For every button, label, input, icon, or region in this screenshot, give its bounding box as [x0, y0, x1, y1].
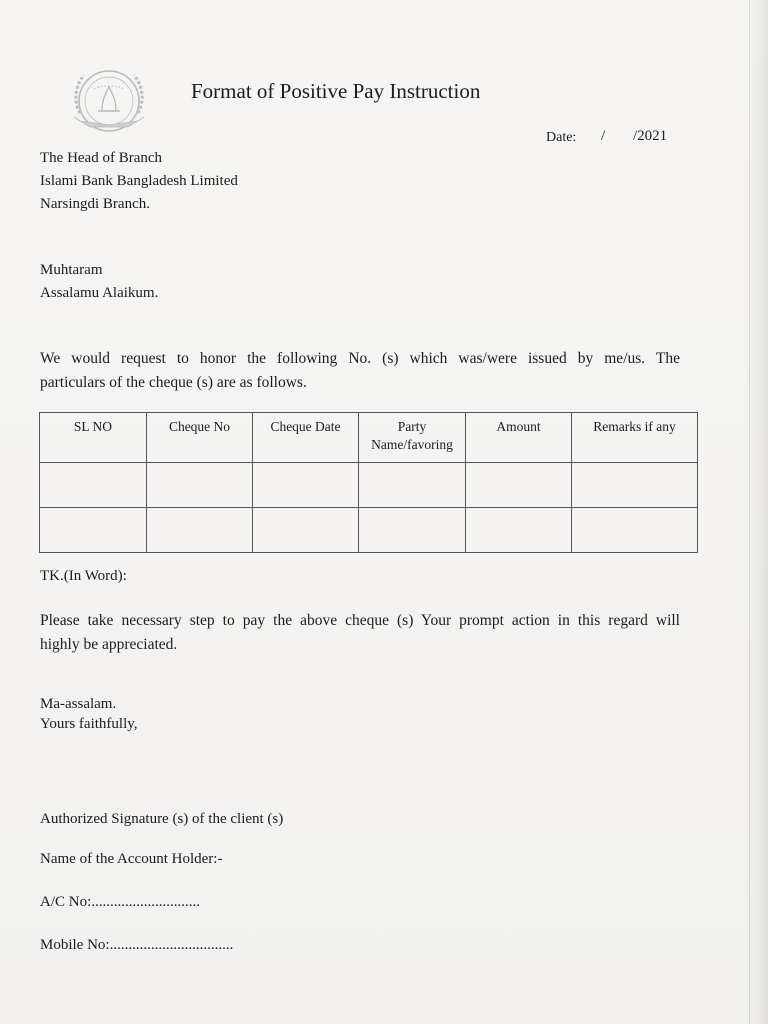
table-row: [40, 463, 698, 508]
salutation-line-2: Assalamu Alaikum.: [40, 285, 159, 301]
salutation-line-1: Muhtaram: [40, 262, 103, 278]
table-cell: [359, 508, 466, 553]
mobile-no-label: Mobile No:.................................: [40, 937, 234, 953]
header-sl-no: SL NO: [40, 413, 147, 463]
paper-edge-line: [749, 0, 750, 1024]
table-cell: [572, 463, 698, 508]
recipient-line-2: Islami Bank Bangladesh Limited: [40, 173, 238, 189]
cheque-particulars-table: [39, 412, 698, 553]
table-cell: [253, 463, 359, 508]
table-cell: [40, 508, 147, 553]
table-cell: [466, 508, 572, 553]
closing-request-line-2: highly be appreciated.: [40, 636, 178, 653]
recipient-line-3: Narsingdi Branch.: [40, 196, 150, 212]
closing-request-paragraph: [40, 609, 680, 657]
closing-request-line-1: Please take necessary step to pay the above cheque (s) Your prompt action in this regard will: [40, 612, 680, 629]
header-remarks: Remarks if any: [572, 413, 698, 463]
recipient-line-1: The Head of Branch: [40, 150, 163, 166]
document-title: Format of Positive Pay Instruction: [191, 79, 481, 103]
table-cell: [253, 508, 359, 553]
bank-emblem-icon: [60, 55, 158, 143]
header-party-name: Party Name/favoring: [359, 413, 466, 463]
table-cell: [359, 463, 466, 508]
closing-line-2: Yours faithfully,: [40, 716, 138, 732]
table-cell: [147, 463, 253, 508]
table-cell: [572, 508, 698, 553]
table-row: [40, 508, 698, 553]
request-line-2: particulars of the cheque (s) are as follows.: [40, 374, 307, 391]
account-holder-label: Name of the Account Holder:-: [40, 851, 223, 867]
request-paragraph: [40, 347, 680, 395]
ac-no-label: A/C No:.............................: [40, 894, 201, 910]
authorized-signature-label: Authorized Signature (s) of the client (s): [40, 811, 284, 827]
header-amount: Amount: [466, 413, 572, 463]
date-separator: /: [601, 128, 606, 144]
tk-in-word-label: TK.(In Word):: [40, 568, 127, 584]
header-cheque-no: Cheque No: [147, 413, 253, 463]
table-cell: [147, 508, 253, 553]
table-header-row: [40, 413, 698, 463]
request-line-1: We would request to honor the following No. (s) which was/were issued by me/us. The: [40, 350, 680, 367]
table-cell: [40, 463, 147, 508]
date-year: /2021: [633, 128, 668, 144]
closing-line-1: Ma-assalam.: [40, 696, 117, 712]
header-cheque-date: Cheque Date: [253, 413, 359, 463]
date-label: Date:: [546, 130, 577, 145]
table-cell: [466, 463, 572, 508]
